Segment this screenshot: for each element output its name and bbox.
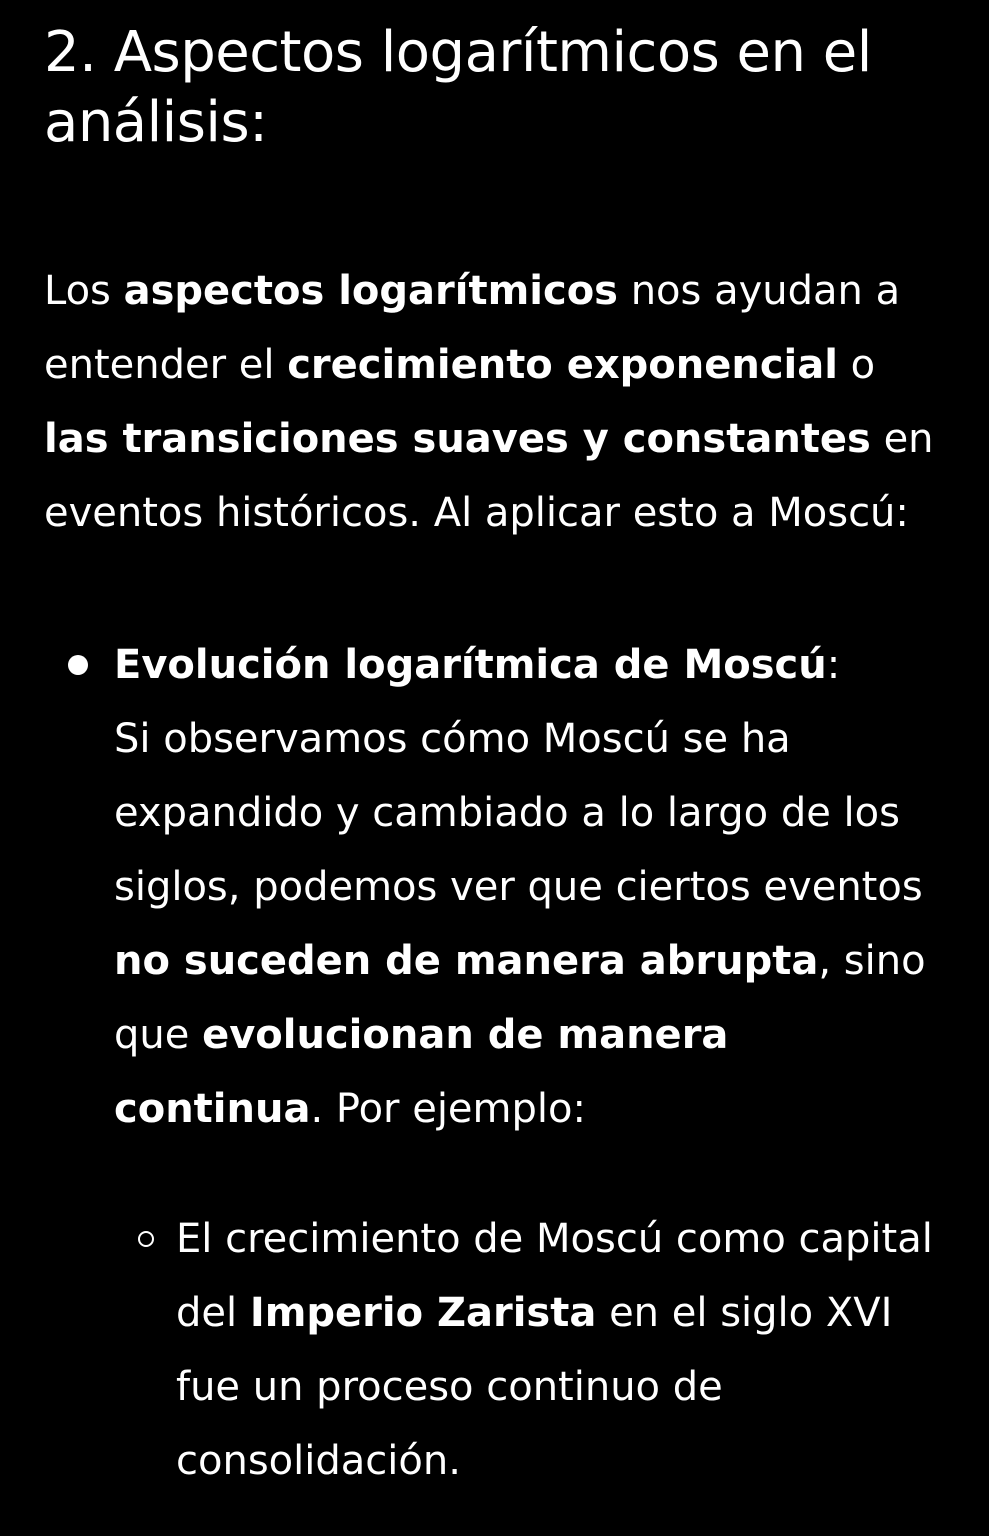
bullet-text-2: , sino que (114, 938, 926, 1058)
section-title: 2. Aspectos logarítmicos en el análisis: (44, 20, 872, 155)
bullet-bold-2: evolucionan de manera continua (114, 1012, 729, 1132)
bullet-heading-colon: : (826, 642, 841, 688)
sub-list-item (114, 1202, 949, 1498)
intro-bold-3: las transiciones suaves y constantes (44, 416, 871, 462)
bullet-text-1: Si observamos cómo Moscú se ha expandido y cambiado a lo largo de los siglos, podemos ver que ciertos eventos (114, 716, 923, 910)
bullet-list (44, 628, 949, 1498)
intro-paragraph (44, 254, 949, 550)
hollow-circle-bullet-icon (138, 1231, 154, 1247)
sub-bullet-list (114, 1202, 949, 1498)
intro-bold-1: aspectos logarítmicos (123, 268, 618, 314)
bullet-text-3: . Por ejemplo: (310, 1086, 586, 1132)
sub-text-2: en el siglo XVI fue un proceso continuo de consolidación. (176, 1290, 893, 1484)
intro-text-2: nos ayudan a entender el (44, 268, 901, 388)
bullet-dot-icon (68, 655, 88, 675)
list-item (44, 628, 949, 1498)
sub-text-1: El crecimiento de Moscú como capital del (176, 1216, 933, 1336)
intro-bold-2: crecimiento exponencial (287, 342, 838, 388)
bullet-heading: Evolución logarítmica de Moscú (114, 642, 827, 688)
bullet-bold-1: no suceden de manera abrupta (114, 938, 819, 984)
sub-bold-1: Imperio Zarista (249, 1290, 597, 1336)
intro-text-4: en eventos históricos. Al aplicar esto a Moscú: (44, 416, 934, 536)
intro-text-3: o (837, 342, 876, 388)
intro-text-1: Los (44, 268, 124, 314)
